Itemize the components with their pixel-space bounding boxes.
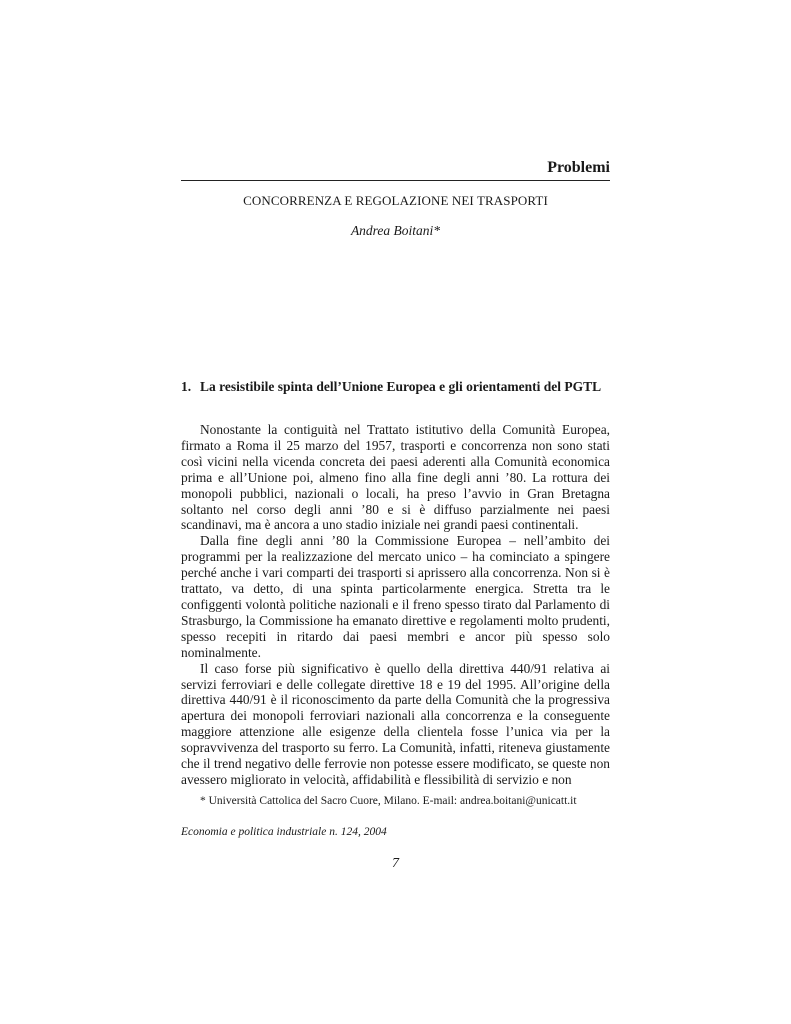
section-title: Problemi [547,159,610,176]
header-rule [181,180,610,181]
footnote: * Università Cattolica del Sacro Cuore, Milano. E-mail: andrea.boitani@unicatt.it [200,795,577,807]
page-number: 7 [392,856,399,871]
section-number: 1. [181,379,192,394]
body-text [181,422,610,788]
page [181,0,610,1024]
section-heading-text: La resistibile spinta dell’Unione Europea e gli orientamenti del PGTL [200,379,602,394]
article-title: CONCORRENZA E REGOLAZIONE NEI TRASPORTI [243,193,548,208]
section-heading [181,378,610,395]
journal-citation: Economia e politica industriale n. 124, 2004 [181,826,387,838]
paragraph-1: Nonostante la contiguità nel Trattato istitutivo della Comunità Europea, firmato a Roma il 25 marzo del 1957, trasporti e concorrenza non sono stati così vicini nella vicenda concreta dei paesi aderenti alla Comunità economica prima e all’Unione poi, almeno fino alla fine degli anni ’80. La rottura dei monopoli pubblici, nazionali o locali, ha preso l’avvio in Gran Bretagna soltanto nel corso degli anni ’80 e si è diffuso parzialmente nei paesi scandinavi, ma è ancora a uno stadio iniziale nei grandi paesi continentali. [181,422,610,533]
paragraph-2: Dalla fine degli anni ’80 la Commissione Europea – nell’ambito dei programmi per la realizzazione del mercato unico – ha cominciato a spingere perché anche i vari comparti dei trasporti si aprissero alla concorrenza. Non si è trattato, va detto, di una spinta particolarmente energica. Stretta tra le configgenti volontà politiche nazionali e il freno spesso tirato dal Parlamento di Strasburgo, la Commissione ha emanato direttive e regolamenti molto prudenti, spesso recepiti in ritardo dai paesi membri e ancor più spesso solo nominalmente. [181,533,610,660]
paragraph-3: Il caso forse più significativo è quello della direttiva 440/91 relativa ai servizi ferroviari e delle collegate direttive 18 e 19 del 1995. All’origine della direttiva 440/91 è il riconoscimento da parte della Comunità che la progressiva apertura dei monopoli ferroviari nazionali alla concorrenza e la conseguente maggiore attenzione alle esigenze della clientela fosse l’unica via per la sopravvivenza del trasporto su ferro. La Comunità, infatti, riteneva giustamente che il trend negativo delle ferrovie non potesse essere modificato, se queste non avessero migliorato in velocità, affidabilità e flessibilità di servizio e non [181,660,610,787]
author: Andrea Boitani* [350,223,441,238]
